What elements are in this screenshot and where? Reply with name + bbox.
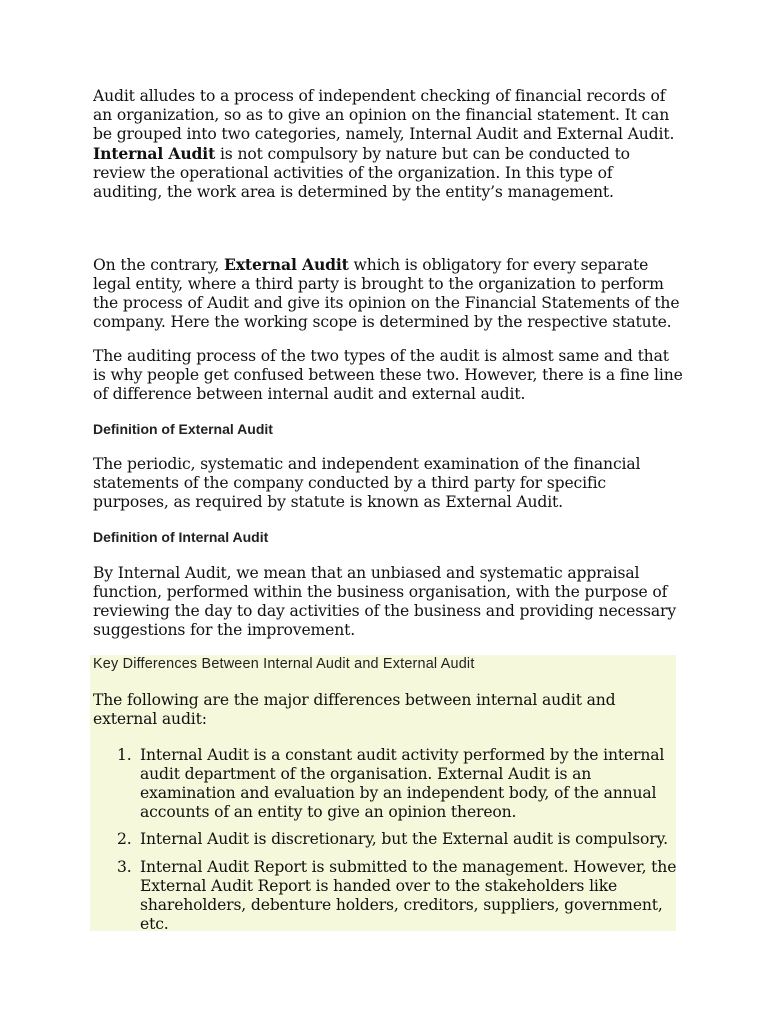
external-audit-definition-text: The periodic, systematic and independent examination of the financial statements of the company conducted by a third party for specific purposes, as required by statute is known as External Audit.: [93, 455, 641, 511]
list-item-text: Internal Audit is a constant audit activity performed by the internal audit department of the organisation. External Audit is an examination and evaluation by an independent body, of the annual accounts of an entity to give an opinion thereon.: [140, 746, 665, 821]
intro-p2-text-b: which is obligatory for every separate legal entity, where a third party is brought to the organization to perform the process of Audit and give its opinion on the Financial Statements of the company. Here the working scope is determined by the respective statute.: [93, 256, 680, 331]
internal-audit-definition-text: By Internal Audit, we mean that an unbiased and systematic appraisal function, performed within the business organisation, with the purpose of reviewing the day to day activities of the business and providing necessary suggestions for the improvement.: [93, 564, 677, 639]
list-item-text: Internal Audit Report is submitted to the management. However, the External Audit Report is handed over to the stakeholders like shareholders, debenture holders, creditors, suppliers, government, etc.: [140, 858, 677, 933]
internal-audit-definition-heading: Definition of Internal Audit: [93, 529, 269, 545]
list-item-number: 2.: [117, 830, 132, 848]
external-audit-definition-heading: Definition of External Audit: [93, 421, 273, 437]
list-item-text: Internal Audit is discretionary, but the External audit is compulsory.: [140, 830, 668, 848]
internal-audit-bold-term: Internal Audit: [93, 144, 216, 163]
intro-p1-text-b: is not compulsory by nature but can be conducted to review the operational activities of the organization. In this type of auditing, the work area is determined by the entity’s management.: [93, 145, 630, 201]
intro-p1-text-a: Audit alludes to a process of independent checking of financial records of an organization, so as to give an opinion on the financial statement. It can be grouped into two categories, namely, Internal Audit and External Audit.: [93, 87, 675, 143]
key-differences-lead: The following are the major differences between internal audit and external audit:: [93, 691, 616, 728]
list-item-number: 3.: [117, 858, 132, 876]
external-audit-bold-term: External Audit: [224, 255, 349, 274]
intro-paragraph-3: The auditing process of the two types of the audit is almost same and that is why people get confused between these two. However, there is a fine line of difference between internal audit and external audit.: [93, 347, 683, 403]
key-differences-heading: Key Differences Between Internal Audit and External Audit: [93, 656, 475, 672]
intro-paragraph-2: [93, 255, 683, 332]
intro-paragraph-1: [93, 87, 683, 202]
list-item-number: 1.: [117, 746, 132, 764]
intro-p2-text-a: On the contrary,: [93, 256, 225, 274]
